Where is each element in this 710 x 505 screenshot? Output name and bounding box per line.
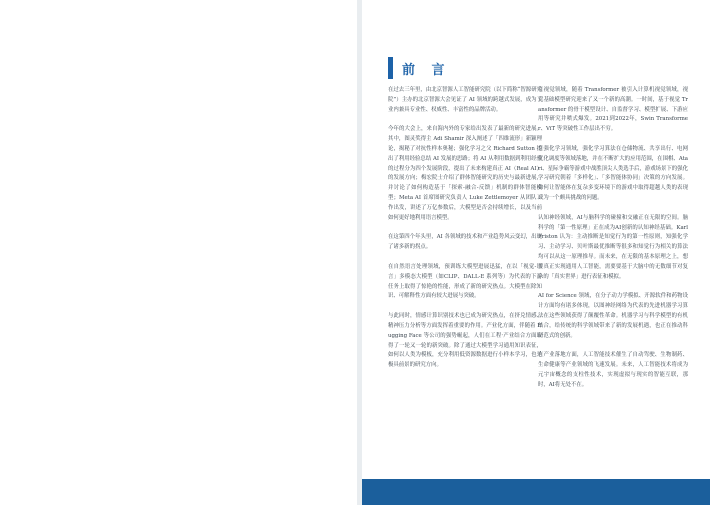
right-column [538,86,688,401]
left-column [388,86,542,381]
paragraph: 认知神经领域，AI与脑科学的碰撞和交融正在无限的空间。脑科学的「第一性原理」正在成为AI创新的认知神经基础。Karl Friston 认为：主动推断是知觉行为的第一性原则，知强化学习、主动学习、贝叶斯最优推断等很多和知觉行为相关的算法均可以从这一原理推导。而未来，在无限的基本原理之上，想要真正实现通用人工智能，需要要基于大脑中的无数细节对复杂的「真实世界」进行表征和模拟。 [538,214,688,280]
paragraph: 在视觉领域，随着 Transformer 被引入计算机视觉领域，视觉基础模型研究迎来了又一个新的高潮。一时间，基于视觉 Transformer 的骨干模型设计、自监督学习、模型扩展、下游应用等研究井喷式爆发。2021到2022年，Swin Transformer、ViT 等突破性工作层出不穷。 [538,87,688,133]
paragraph: 在这第四个年头里，AI 各领域的技术和产业趋势风云变幻，出现了诸多新的拐点。 [388,234,542,251]
footer-band [362,479,710,505]
paragraph: 今年的大会上，来自海内外的专家给出发表了最新的研究进展。其中，图灵奖得主 Adi Shamir 深入阐述了「四维流形」新颖理论，揭秘了对抗性样本奥秘；强化学习之父 Richard Sutton 提出了利用经验总结 AI 发展的思路；将 AI 从利用数据到利用经验的过程分为四个发展阶段，提出了未来构建真正 AI（Real AI）的发展方向；梅宏院士介绍了群体智能研究的历史与最新进展，并讨论了如何构造基于「探索-融合-反馈」机制的群体智能模型；Meta AI 首席图研究负责人 Luke Zettlemoyer 从团队工作出发，讲述了万亿参数后，大模型是否会持续增长，以及当前如何更好地利用语言模型。 [388,126,542,221]
preface-heading [388,55,451,81]
page-title: 前 言 [402,62,451,78]
paragraph: AI for Science 领域，在分子动力学模拟、开源软件和药物设计方面均有诸多体现，以图神经网络为代表的先进机器学习算法在这些领域获得了颠覆性革命。机器学习与科学模型的有机结合，给传统的科学领域带来了新的发展机遇，也正在推动科研范式的创新。 [538,293,688,339]
paragraph: 在自然语言处理领域，预训练大模型进展迅猛，在以「视觉-语言」多模态大模型（如CLIP、DALL-E 系列等）为代表的下游任务上取得了惊艳的性能，形成了新的研究热点。大模型在除知识、可解释性方面有较大进展与突破。 [388,263,542,300]
heading-accent-bar [388,57,393,79]
paragraph: 在强化学习领域，强化学习算法在仓储物流、共享出行、电网优化调度等领域落地，并在不断扩大的应用范围，在围棋、Atari、星际争霸等游戏中战胜顶尖人类选手后，游戏场景下的强化学习研究朝着「多样化」、「多智能体协同」决策的方向发展。如何让智能体在复杂多变环境下的游戏中取得超越人类的表现成为一个颇具挑战的问题。 [538,145,688,201]
paragraph: 与此同时，情感计算识别技术也已成为研究热点，在挤兑情感、精神压力分析等方面发挥着重要的作用。产业化方面，伴随着 Hugging Face 等公司的强势崛起，人们在工程·产业结合方面取得了一轮又一轮的新突破。除了通过大模型学习通用知识表征，如何以人类为模板，充分利用低资源数据进行小样本学习，也是极具前景的研究方向。 [388,313,542,369]
paragraph: 在产业落地方面，人工智能技术催生了自动驾驶、生物制药、生命健康等产业领域的飞速发展。未来，人工智能技术将成为元宇宙概念的支柱性技术，实现虚拟与现实的智能互联，那时，AI将无处不在。 [538,352,688,388]
page-gutter [357,0,362,505]
paragraph: 在过去三年里，由北京智源人工智能研究院（以下简称“智源研究院”）主办的北京智源大会见证了 AI 领域的跨越式发展，成为了业内兼具专业性、权威性、丰富性的品牌活动。 [388,87,542,113]
